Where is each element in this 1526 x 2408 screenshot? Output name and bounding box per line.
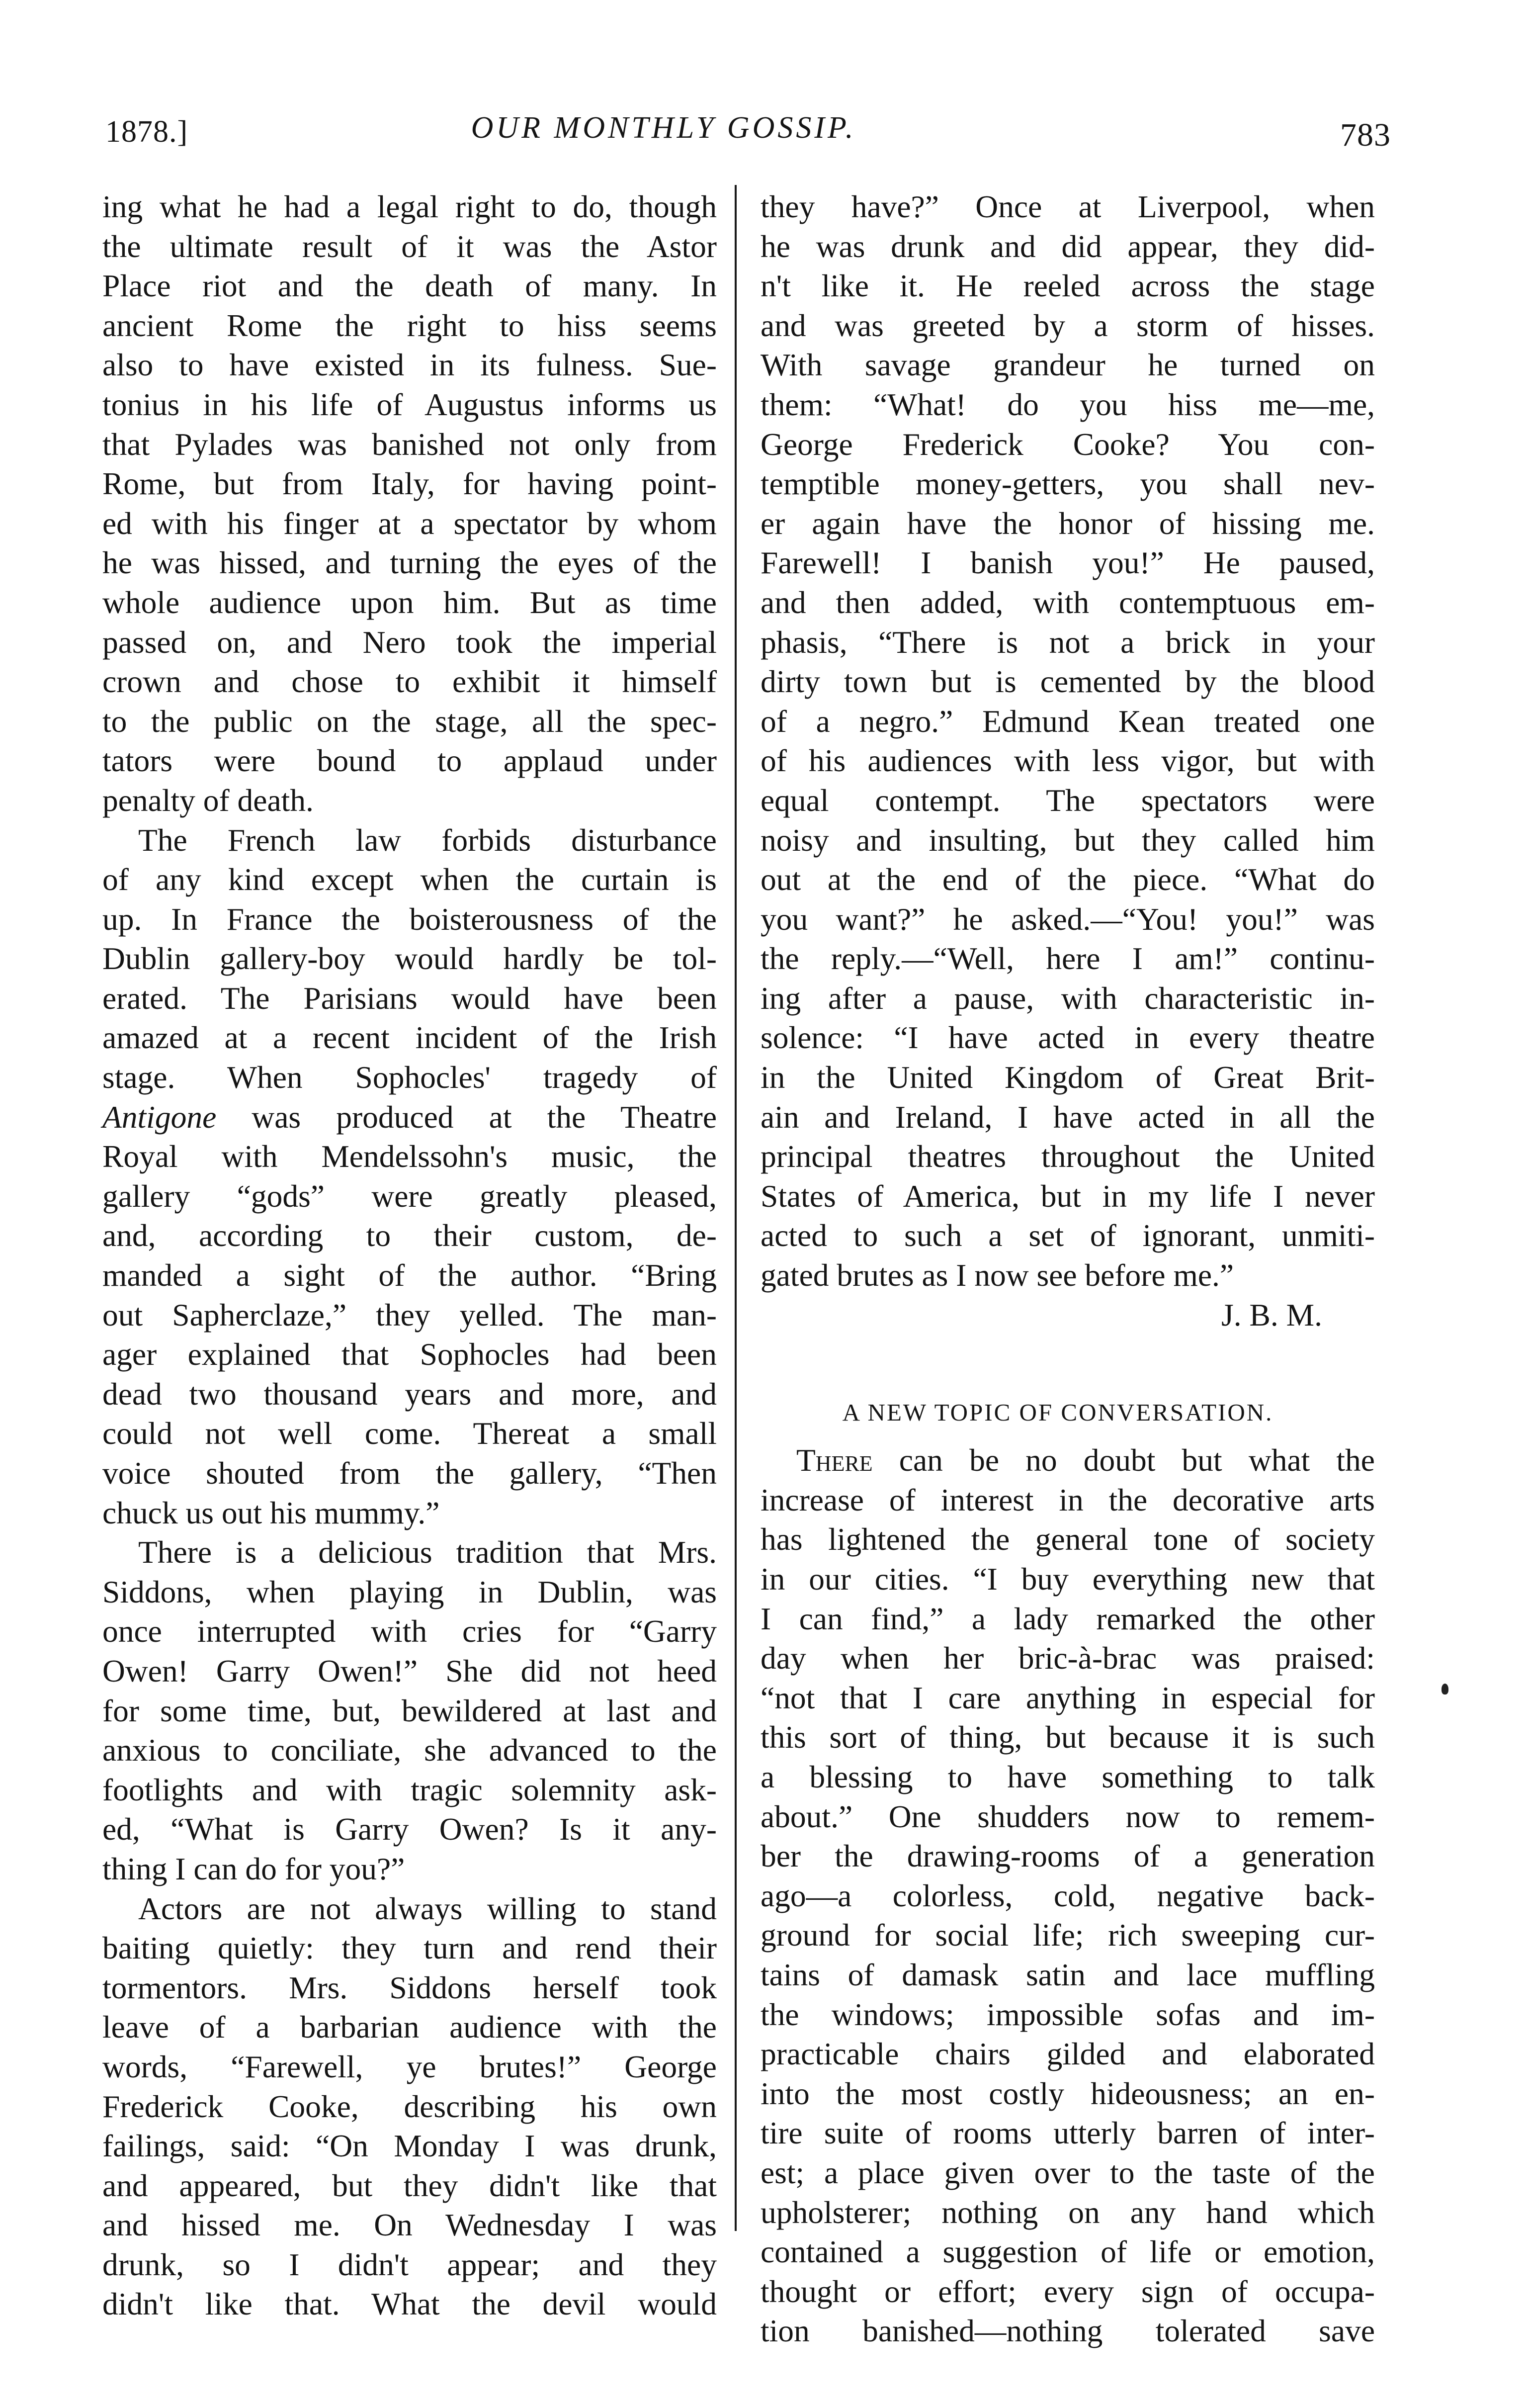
- text-line: gated brutes as I now see before me.”: [761, 1257, 1234, 1293]
- text-line: ing after a pause, with characteristic in-: [761, 980, 1375, 1016]
- text-line-antigone: [102, 1097, 717, 1137]
- running-head-title: OUR MONTHLY GOSSIP.: [471, 111, 856, 145]
- text-line: tormentors. Mrs. Siddons herself took: [102, 1969, 717, 2005]
- text-line: tators were bound to applaud under: [102, 743, 717, 779]
- text-line: stage. When Sophocles' tragedy of: [102, 1060, 717, 1095]
- paragraph-start: Actors are not always willing to stand: [138, 1890, 717, 1926]
- text-line: about.” One shudders now to remem-: [761, 1798, 1375, 1834]
- text-line: Siddons, when playing in Dublin, was: [102, 1574, 717, 1609]
- text-line: in the United Kingdom of Great Brit-: [761, 1060, 1375, 1095]
- text-line: to the public on the stage, all the spec-: [102, 703, 717, 739]
- text-line: With savage grandeur he turned on: [761, 347, 1375, 383]
- text-line: ber the drawing-rooms of a generation: [761, 1838, 1375, 1874]
- text-line: them: “What! do you hiss me—me,: [761, 386, 1375, 422]
- author-signature: J. B. M.: [1221, 1297, 1322, 1333]
- text-line: whole audience upon him. But as time: [102, 584, 717, 620]
- text-line: ground for social life; rich sweeping cur-: [761, 1917, 1375, 1953]
- text-line-rest: was produced at the Theatre: [216, 1099, 717, 1135]
- text-line: thought or effort; every sign of occupa-: [761, 2273, 1375, 2309]
- text-line: ago—a colorless, cold, negative back-: [761, 1877, 1375, 1913]
- text-line: States of America, but in my life I never: [761, 1178, 1375, 1214]
- page-number: 783: [1340, 117, 1391, 153]
- text-line: words, “Farewell, ye brutes!” George: [102, 2049, 717, 2084]
- text-line: ain and Ireland, I have acted in all the: [761, 1099, 1375, 1135]
- text-line: baiting quietly: they turn and rend their: [102, 1930, 717, 1966]
- text-line: increase of interest in the decorative arts: [761, 1482, 1375, 1517]
- section-heading: A NEW TOPIC OF CONVERSATION.: [842, 1399, 1273, 1427]
- text-line: the windows; impossible sofas and im-: [761, 1996, 1375, 2032]
- text-line: amazed at a recent incident of the Irish: [102, 1020, 717, 1056]
- text-line: drunk, so I didn't appear; and they: [102, 2246, 717, 2282]
- text-line: didn't like that. What the devil would: [102, 2286, 717, 2322]
- text-line: anxious to conciliate, she advanced to the: [102, 1732, 717, 1768]
- text-line: chuck us out his mummy.”: [102, 1495, 440, 1530]
- text-line: est; a place given over to the taste of the: [761, 2154, 1375, 2190]
- text-line: and, according to their custom, de-: [102, 1218, 717, 1253]
- text-line: this sort of thing, but because it is such: [761, 1719, 1375, 1755]
- text-line: ager explained that Sophocles had been: [102, 1337, 717, 1372]
- text-line: a blessing to have something to talk: [761, 1759, 1375, 1794]
- text-line: out Sapherclaze,” they yelled. The man-: [102, 1297, 717, 1333]
- text-line: once interrupted with cries for “Garry: [102, 1613, 717, 1649]
- text-line: and appeared, but they didn't like that: [102, 2167, 717, 2203]
- text-line: upholsterer; nothing on any hand which: [761, 2194, 1375, 2230]
- text-line: leave of a barbarian audience with the: [102, 2009, 717, 2045]
- text-line: thing I can do for you?”: [102, 1851, 405, 1886]
- text-line: he was hissed, and turning the eyes of the: [102, 545, 717, 581]
- text-line: er again have the honor of hissing me.: [761, 505, 1375, 541]
- text-line: footlights and with tragic solemnity ask-: [102, 1772, 717, 1807]
- text-line: also to have existed in its fulness. Sue-: [102, 347, 717, 383]
- running-head-year: 1878.]: [105, 115, 188, 149]
- text-line-rest: can be no doubt but what the: [872, 1442, 1375, 1478]
- text-line: penalty of death.: [102, 782, 314, 818]
- text-line: passed on, and Nero took the imperial: [102, 624, 717, 660]
- text-line: tonius in his life of Augustus informs us: [102, 386, 717, 422]
- text-line: manded a sight of the author. “Bring: [102, 1257, 717, 1293]
- text-line: Owen! Garry Owen!” She did not heed: [102, 1653, 717, 1689]
- text-line: he was drunk and did appear, they did-: [761, 228, 1375, 264]
- text-line: tire suite of rooms utterly barren of inter-: [761, 2115, 1375, 2151]
- text-line: Place riot and the death of many. In: [102, 268, 717, 304]
- text-line: up. In France the boisterousness of the: [102, 901, 717, 937]
- text-line: the ultimate result of it was the Astor: [102, 228, 717, 264]
- text-line: practicable chairs gilded and elaborated: [761, 2036, 1375, 2072]
- text-line: Farewell! I banish you!” He paused,: [761, 545, 1375, 581]
- text-line: failings, said: “On Monday I was drunk,: [102, 2128, 717, 2164]
- text-line: equal contempt. The spectators were: [761, 782, 1375, 818]
- text-line: noisy and insulting, but they called him: [761, 822, 1375, 858]
- right-column: [761, 187, 1375, 2351]
- text-line: ancient Rome the right to hiss seems: [102, 307, 717, 343]
- text-line: out at the end of the piece. “What do: [761, 862, 1375, 897]
- text-line: day when her bric-à-brac was praised:: [761, 1640, 1375, 1676]
- text-line: into the most costly hideousness; an en-: [761, 2075, 1375, 2111]
- text-line: phasis, “There is not a brick in your: [761, 624, 1375, 660]
- text-line: George Frederick Cooke? You con-: [761, 426, 1375, 462]
- text-line: that Pylades was banished not only from: [102, 426, 717, 462]
- text-line: Royal with Mendelssohn's music, the: [102, 1139, 717, 1174]
- drop-smallcaps-lead: There: [796, 1442, 873, 1478]
- paragraph-start: There is a delicious tradition that Mrs.: [138, 1534, 717, 1570]
- paragraph-start: [761, 1440, 1375, 1480]
- text-line: for some time, but, bewildered at last and: [102, 1693, 717, 1728]
- text-line: dirty town but is cemented by the blood: [761, 664, 1375, 700]
- text-line: and then added, with contemptuous em-: [761, 584, 1375, 620]
- text-line: ing what he had a legal right to do, though: [102, 189, 717, 224]
- text-line: Dublin gallery-boy would hardly be tol-: [102, 941, 717, 977]
- text-line: has lightened the general tone of society: [761, 1521, 1375, 1557]
- text-line: tion banished—nothing tolerated save: [761, 2313, 1375, 2349]
- text-line: I can find,” a lady remarked the other: [761, 1601, 1375, 1636]
- text-line: and hissed me. On Wednesday I was: [102, 2207, 717, 2243]
- running-head: [0, 110, 1526, 155]
- text-line: tains of damask satin and lace muffling: [761, 1957, 1375, 1992]
- text-line: in our cities. “I buy everything new that: [761, 1561, 1375, 1597]
- text-line: voice shouted from the gallery, “Then: [102, 1455, 717, 1491]
- text-line: ed with his finger at a spectator by whom: [102, 505, 717, 541]
- text-line: temptible money-getters, you shall nev-: [761, 466, 1375, 502]
- text-line: principal theatres throughout the United: [761, 1139, 1375, 1174]
- print-speck-mark: [1441, 1684, 1448, 1695]
- text-line: and was greeted by a storm of hisses.: [761, 307, 1375, 343]
- text-line: of his audiences with less vigor, but with: [761, 743, 1375, 779]
- text-line: contained a suggestion of life or emotion,: [761, 2234, 1375, 2270]
- text-line: the reply.—“Well, here I am!” continu-: [761, 941, 1375, 977]
- paragraph-start: The French law forbids disturbance: [138, 822, 717, 858]
- text-line: erated. The Parisians would have been: [102, 980, 717, 1016]
- text-line: dead two thousand years and more, and: [102, 1376, 717, 1412]
- text-line: Frederick Cooke, describing his own: [102, 2088, 717, 2124]
- text-line: Rome, but from Italy, for having point-: [102, 466, 717, 502]
- text-line: acted to such a set of ignorant, unmiti-: [761, 1218, 1375, 1253]
- text-line: of a negro.” Edmund Kean treated one: [761, 703, 1375, 739]
- text-line: ed, “What is Garry Owen? Is it any-: [102, 1811, 717, 1847]
- text-line: “not that I care anything in especial for: [761, 1680, 1375, 1715]
- text-line: solence: “I have acted in every theatre: [761, 1020, 1375, 1056]
- text-line: crown and chose to exhibit it himself: [102, 664, 717, 700]
- text-line: gallery “gods” were greatly pleased,: [102, 1178, 717, 1214]
- italic-title-antigone: Antigone: [102, 1099, 217, 1135]
- column-divider-rule: [735, 185, 737, 2231]
- text-line: of any kind except when the curtain is: [102, 862, 717, 897]
- text-line: n't like it. He reeled across the stage: [761, 268, 1375, 304]
- text-line: they have?” Once at Liverpool, when: [761, 189, 1375, 224]
- left-column: [102, 187, 717, 2324]
- text-line: you want?” he asked.—“You! you!” was: [761, 901, 1375, 937]
- text-line: could not well come. Thereat a small: [102, 1416, 717, 1451]
